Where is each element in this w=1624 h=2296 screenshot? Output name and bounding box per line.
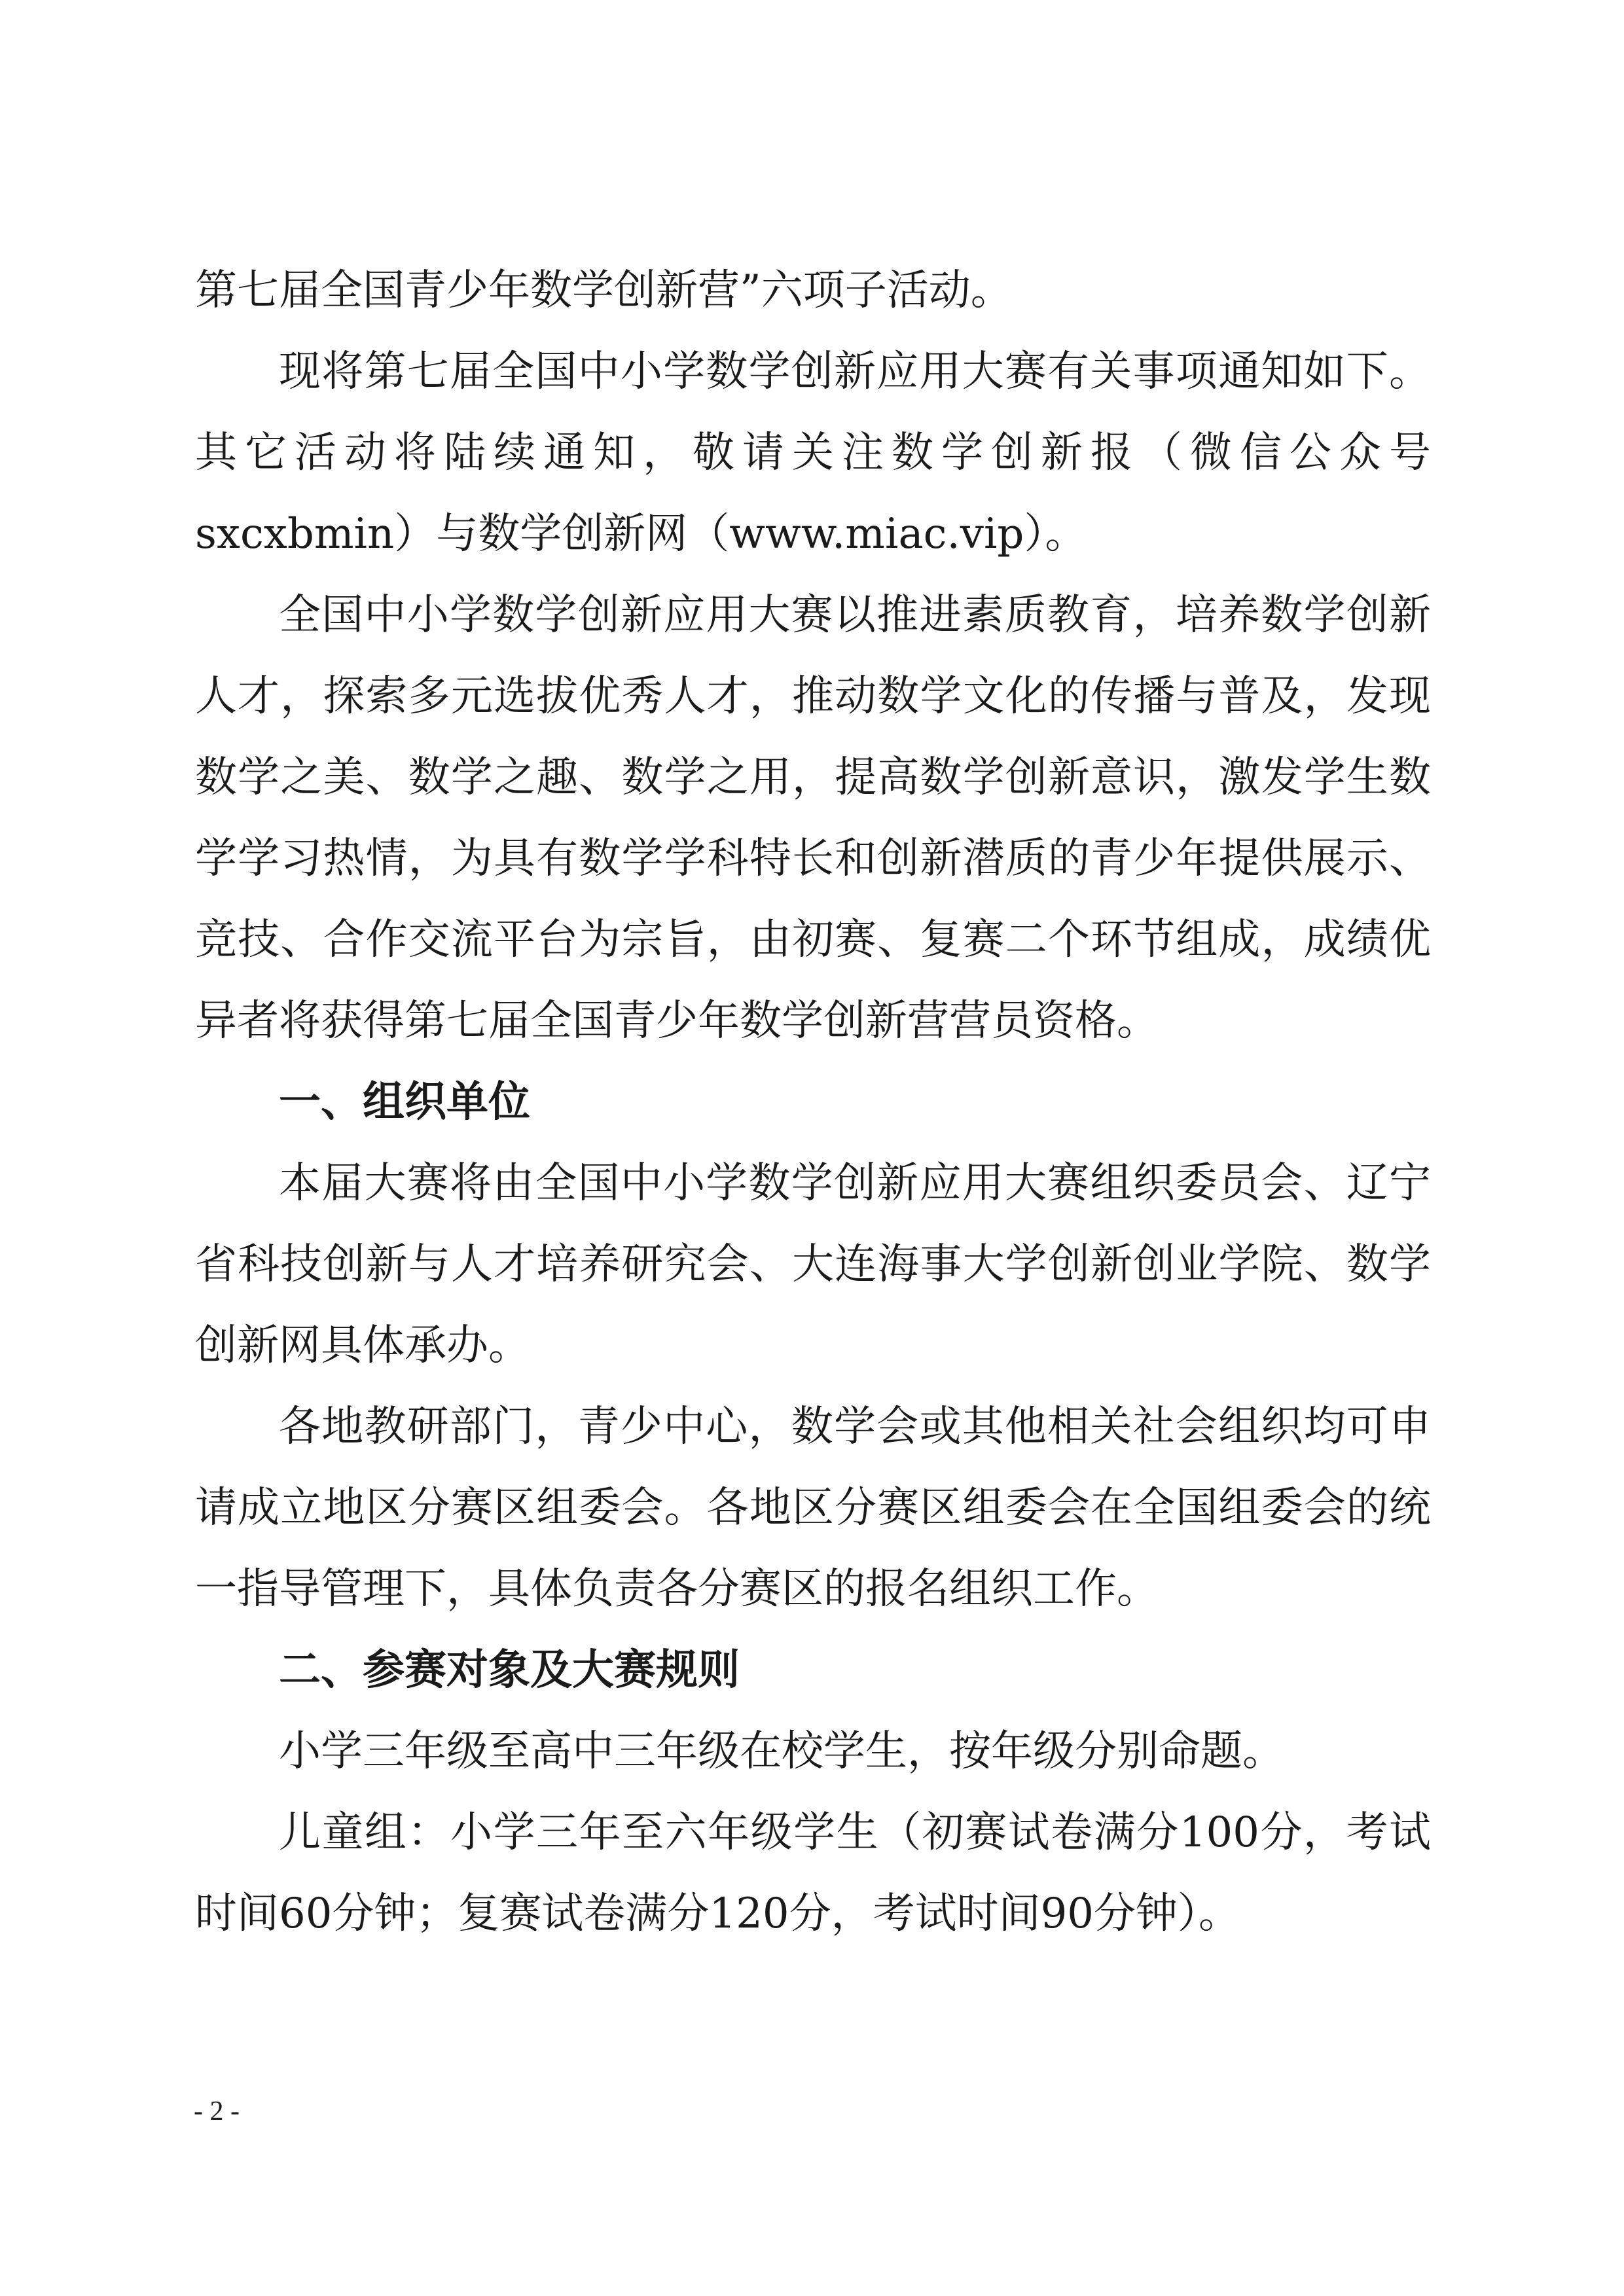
section-heading-participants-rules: 二、参赛对象及大赛规则 <box>279 1646 740 1695</box>
page-number: - 2 - <box>194 2096 240 2126</box>
paragraph-organizers: 本届大赛将由全国中小学数学创新应用大赛组织委员会、辽宁省科技创新与人才培养研究会、大连海事大学创新创业学院、数学创新网具体承办。 <box>195 1159 1431 1370</box>
paragraph-contest-purpose: 全国中小学数学创新应用大赛以推进素质教育，培养数学创新人才，探索多元选拔优秀人才，推动数学文化的传播与普及，发现数学之美、数学之趣、数学之用，提高数学创新意识，激发学生数学学习热情，为具有数学学科特长和创新潜质的青少年提供展示、竞技、合作交流平台为宗旨，由初赛、复赛二个环节组成，成绩优异者将获得第七届全国青少年数学创新营营员资格。 <box>195 591 1431 1045</box>
paragraph-participants: 小学三年级至高中三年级在校学生，按年级分别命题。 <box>279 1727 1284 1776</box>
section-heading-organizers: 一、组织单位 <box>279 1078 530 1126</box>
document-body <box>195 250 1431 1954</box>
paragraph-notice-intro: 现将第七届全国中小学数学创新应用大赛有关事项通知如下。其它活动将陆续通知，敬请关注数学创新报（微信公众号sxcxbmin）与数学创新网（www.miac.vip）。 <box>195 348 1431 558</box>
paragraph-children-group: 儿童组：小学三年至六年级学生（初赛试卷满分100分，考试时间60分钟；复赛试卷满分120分，考试时间90分钟）。 <box>195 1808 1431 1938</box>
paragraph-continuation: 第七届全国青少年数学创新营”六项子活动。 <box>195 266 1013 315</box>
paragraph-regional-committees: 各地教研部门，青少中心，数学会或其他相关社会组织均可申请成立地区分赛区组委会。各地区分赛区组委会在全国组委会的统一指导管理下，具体负责各分赛区的报名组织工作。 <box>195 1403 1431 1613</box>
